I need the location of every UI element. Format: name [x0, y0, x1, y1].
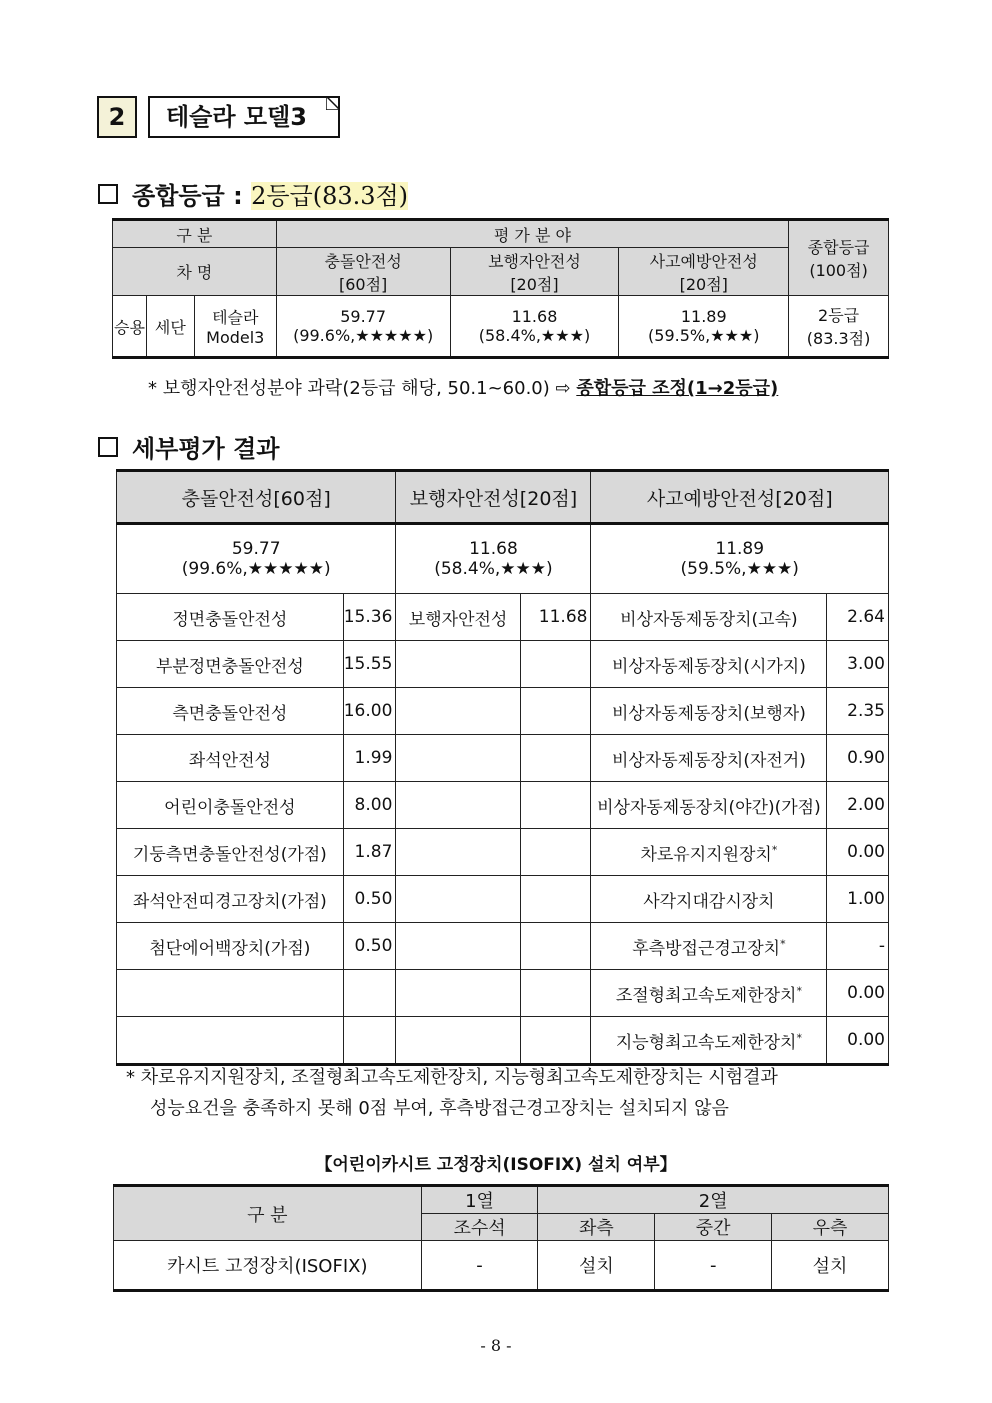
detail-note: * 차로유지지원장치, 조절형최고속도제한장치, 지능형최고속도제한장치는 시험결과 성능요건을 충족하지 못해 0점 부여, 후측방접근경고장치는 설치되지 않음 [126, 1067, 778, 1119]
collision-score: 59.77 (99.6%,★★★★★) [276, 296, 450, 358]
prevention-item-value: 3.00 [827, 641, 889, 688]
pedestrian-item-value [520, 876, 591, 923]
header-overall: 종합등급 (100점) [789, 220, 889, 296]
prevention-item-label: 조절형최고속도제한장치* [591, 970, 827, 1017]
pedestrian-item-label [396, 923, 520, 970]
overall-grade-table [112, 218, 889, 359]
pedestrian-item-label [396, 782, 520, 829]
isofix-right: 설치 [772, 1241, 889, 1291]
header-pedestrian: 보행자안전성 [20점] [450, 248, 619, 296]
isofix-caption: 【어린이카시트 고정장치(ISOFIX) 설치 여부】 [315, 1155, 677, 1175]
detail-row [117, 688, 889, 735]
pedestrian-item-label [396, 641, 520, 688]
pedestrian-item-value: 11.68 [520, 594, 591, 641]
pedestrian-item-value [520, 641, 591, 688]
pedestrian-item-value [520, 1017, 591, 1065]
detail-row [117, 1017, 889, 1065]
prevention-item-value: 1.00 [827, 876, 889, 923]
detail-row [117, 876, 889, 923]
detail-total-pedestrian: 11.68 (58.4%,★★★) [396, 524, 591, 594]
car-name: 테슬라 Model3 [194, 296, 276, 358]
prevention-item-label: 비상자동제동장치(고속) [591, 594, 827, 641]
collision-item-value: 8.00 [343, 782, 396, 829]
car-type-2: 세단 [146, 296, 194, 358]
detail-row [117, 923, 889, 970]
footnote-marker: * [796, 1030, 802, 1044]
collision-item-value: 1.87 [343, 829, 396, 876]
pedestrian-item-label [396, 735, 520, 782]
pedestrian-item-label [396, 876, 520, 923]
prevention-item-label: 비상자동제동장치(자전거) [591, 735, 827, 782]
detail-header-collision: 충돌안전성[60점] [117, 471, 396, 524]
collision-item-value [343, 970, 396, 1017]
collision-item-label: 어린이충돌안전성 [117, 782, 344, 829]
collision-item-label: 측면충돌안전성 [117, 688, 344, 735]
collision-item-label: 좌석안전성 [117, 735, 344, 782]
isofix-header-gubun: 구 분 [114, 1186, 422, 1241]
pedestrian-item-value [520, 970, 591, 1017]
collision-item-label: 정면충돌안전성 [117, 594, 344, 641]
isofix-header-center: 중간 [655, 1214, 772, 1241]
overall-grade: 2등급 (83.3점) [789, 296, 889, 358]
detail-row [117, 735, 889, 782]
collision-item-label: 부분정면충돌안전성 [117, 641, 344, 688]
pedestrian-score: 11.68 (58.4%,★★★) [450, 296, 619, 358]
prevention-item-label: 후측방접근경고장치* [591, 923, 827, 970]
footnote-marker: * [771, 842, 778, 856]
pedestrian-item-value [520, 923, 591, 970]
section-title: 테슬라 모델3 [148, 96, 340, 138]
prevention-item-value: - [827, 923, 889, 970]
isofix-left: 설치 [538, 1241, 655, 1291]
pedestrian-item-value [520, 688, 591, 735]
prevention-item-value: 0.90 [827, 735, 889, 782]
prevention-item-value: 0.00 [827, 970, 889, 1017]
collision-item-value: 16.00 [343, 688, 396, 735]
collision-item-label: 기둥측면충돌안전성(가점) [117, 829, 344, 876]
header-gubun: 구 분 [113, 220, 277, 248]
prevention-item-value: 0.00 [827, 1017, 889, 1065]
pedestrian-item-label [396, 1017, 520, 1065]
detail-table [116, 469, 889, 1066]
isofix-header-left: 좌측 [538, 1214, 655, 1241]
footnote-marker: * [796, 983, 802, 997]
collision-item-value: 15.55 [343, 641, 396, 688]
pedestrian-item-label [396, 970, 520, 1017]
detail-heading: 세부평가 결과 [98, 429, 279, 464]
prevention-score: 11.89 (59.5%,★★★) [619, 296, 789, 358]
pedestrian-item-value [520, 735, 591, 782]
page-number: - 8 - [480, 1336, 512, 1355]
overall-heading-value: 2등급(83.3점) [251, 182, 409, 210]
overall-note: * 보행자안전성분야 과락(2등급 해당, 50.1~60.0) ⇨ 종합등급 조정(1→2등급) [148, 378, 779, 399]
prevention-item-value: 2.35 [827, 688, 889, 735]
detail-row [117, 594, 889, 641]
pedestrian-item-label [396, 829, 520, 876]
isofix-table [113, 1184, 889, 1292]
prevention-item-label: 비상자동제동장치(보행자) [591, 688, 827, 735]
isofix-header-row1: 1열 [421, 1186, 538, 1214]
collision-item-value: 15.36 [343, 594, 396, 641]
header-prevention: 사고예방안전성 [20점] [619, 248, 789, 296]
prevention-item-label: 사각지대감시장치 [591, 876, 827, 923]
pedestrian-item-label: 보행자안전성 [396, 594, 520, 641]
isofix-header-row2: 2열 [538, 1186, 889, 1214]
collision-item-label [117, 970, 344, 1017]
detail-total-prevention: 11.89 (59.5%,★★★) [591, 524, 889, 594]
prevention-item-label: 비상자동제동장치(시가지) [591, 641, 827, 688]
collision-item-value: 0.50 [343, 923, 396, 970]
isofix-passenger: - [421, 1241, 538, 1291]
detail-row [117, 782, 889, 829]
page-fold-icon [326, 96, 340, 110]
collision-item-label: 좌석안전띠경고장치(가점) [117, 876, 344, 923]
detail-row [117, 970, 889, 1017]
section-number: 2 [97, 96, 137, 138]
detail-row [117, 829, 889, 876]
checkbox-icon [98, 437, 118, 457]
isofix-center: - [655, 1241, 772, 1291]
detail-total-collision: 59.77 (99.6%,★★★★★) [117, 524, 396, 594]
collision-item-label [117, 1017, 344, 1065]
checkbox-icon [98, 184, 118, 204]
isofix-header-right: 우측 [772, 1214, 889, 1241]
overall-heading-label: 종합등급 : [132, 182, 243, 210]
header-field: 평 가 분 야 [276, 220, 788, 248]
overall-note-adjustment: 종합등급 조정(1→2등급) [576, 378, 779, 399]
detail-header-prevention: 사고예방안전성[20점] [591, 471, 889, 524]
car-type-1: 승용 [113, 296, 147, 358]
prevention-item-value: 0.00 [827, 829, 889, 876]
collision-item-value: 1.99 [343, 735, 396, 782]
prevention-item-value: 2.64 [827, 594, 889, 641]
isofix-row-label: 카시트 고정장치(ISOFIX) [114, 1241, 422, 1291]
footnote-marker: * [780, 936, 786, 950]
collision-item-value: 0.50 [343, 876, 396, 923]
header-collision: 충돌안전성 [60점] [276, 248, 450, 296]
prevention-item-value: 2.00 [827, 782, 889, 829]
header-chamyeong: 차 명 [113, 248, 277, 296]
pedestrian-item-value [520, 829, 591, 876]
pedestrian-item-label [396, 688, 520, 735]
pedestrian-item-value [520, 782, 591, 829]
collision-item-value [343, 1017, 396, 1065]
overall-heading [98, 176, 408, 211]
detail-row [117, 641, 889, 688]
isofix-header-passenger: 조수석 [421, 1214, 538, 1241]
prevention-item-label: 차로유지지원장치* [591, 829, 827, 876]
prevention-item-label: 지능형최고속도제한장치* [591, 1017, 827, 1065]
prevention-item-label: 비상자동제동장치(야간)(가점) [591, 782, 827, 829]
collision-item-label: 첨단에어백장치(가점) [117, 923, 344, 970]
detail-header-pedestrian: 보행자안전성[20점] [396, 471, 591, 524]
